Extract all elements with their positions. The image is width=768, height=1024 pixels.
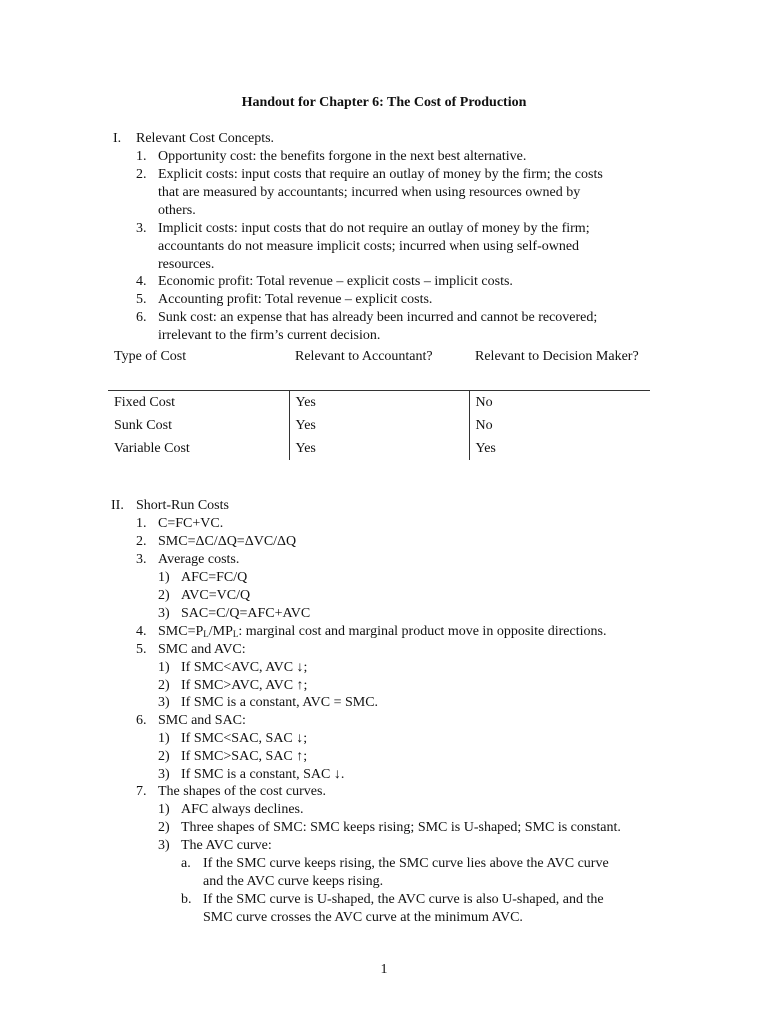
table-cell: Yes [469, 437, 650, 460]
list-number: 6. [136, 310, 147, 325]
smc-formula-part: SMC=P [158, 624, 204, 639]
sublist-number: 2) [158, 749, 170, 764]
list-item: irrelevant to the firm’s current decision. [158, 328, 381, 343]
page-number: 1 [380, 962, 388, 977]
sublist-number: 3) [158, 838, 170, 853]
table-cell: No [469, 391, 650, 415]
sublist-item: SAC=C/Q=AFC+AVC [181, 606, 311, 621]
sublist-item: If SMC<AVC, AVC ↓; [181, 660, 308, 675]
list-item: Average costs. [158, 552, 240, 567]
list-item: SMC=ΔC/ΔQ=ΔVC/ΔQ [158, 534, 297, 549]
list-item: SMC and SAC: [158, 713, 246, 728]
list-item: Accounting profit: Total revenue – explicit costs. [158, 292, 433, 307]
sublist-item: If SMC>AVC, AVC ↑; [181, 678, 308, 693]
table-cell: No [469, 414, 650, 437]
list-number: 5. [136, 642, 147, 657]
sublist-number: 2) [158, 678, 170, 693]
list-item: others. [158, 203, 196, 218]
list-number: 2. [136, 534, 147, 549]
table-header-row [108, 346, 650, 391]
smc-formula-part: /MP [208, 624, 233, 639]
sublist-number: 1) [158, 802, 170, 817]
list-item: Explicit costs: input costs that require an outlay of money by the firm; the costs [158, 167, 603, 182]
sublist-number: 3) [158, 606, 170, 621]
sublist-number: 2) [158, 588, 170, 603]
subsublist-number: a. [181, 856, 191, 871]
list-number: 5. [136, 292, 147, 307]
list-item: SMC and AVC: [158, 642, 246, 657]
sublist-item: AFC=FC/Q [181, 570, 248, 585]
table-header-cell: Relevant to Accountant? [289, 346, 469, 391]
list-item: resources. [158, 257, 215, 272]
sublist-number: 1) [158, 570, 170, 585]
list-item: that are measured by accountants; incurred when using resources owned by [158, 185, 581, 200]
list-item: The shapes of the cost curves. [158, 784, 326, 799]
section-heading: Short-Run Costs [136, 498, 229, 513]
sublist-item: If SMC>SAC, SAC ↑; [181, 749, 308, 764]
smc-formula-part: : marginal cost and marginal product move in opposite directions. [238, 624, 607, 639]
list-number: 2. [136, 167, 147, 182]
table-cell: Variable Cost [114, 441, 190, 456]
table-cell: Fixed Cost [114, 395, 176, 410]
page-title: Handout for Chapter 6: The Cost of Production [241, 95, 527, 110]
sublist-number: 3) [158, 695, 170, 710]
sublist-number: 2) [158, 820, 170, 835]
table-row [108, 414, 650, 437]
labor-subscript: L [203, 629, 209, 639]
labor-subscript: L [232, 629, 239, 639]
subsublist-item: If the SMC curve is U-shaped, the AVC curve is also U-shaped, and the [203, 892, 604, 907]
list-number: 4. [136, 624, 147, 639]
list-number: 3. [136, 221, 147, 236]
list-number: 1. [136, 149, 147, 164]
list-item: accountants do not measure implicit costs; incurred when using self-owned [158, 239, 580, 254]
list-number: 7. [136, 784, 147, 799]
list-number: 3. [136, 552, 147, 567]
sublist-item: AFC always declines. [181, 802, 304, 817]
sublist-item: If SMC is a constant, AVC = SMC. [181, 695, 379, 710]
sublist-item: Three shapes of SMC: SMC keeps rising; SMC is U-shaped; SMC is constant. [181, 820, 621, 835]
table-header-cell: Type of Cost [108, 346, 289, 391]
subsublist-number: b. [181, 892, 192, 907]
list-item: Implicit costs: input costs that do not require an outlay of money by the firm; [158, 221, 590, 236]
list-item: Economic profit: Total revenue – explicit costs – implicit costs. [158, 274, 513, 289]
sublist-item: If SMC<SAC, SAC ↓; [181, 731, 308, 746]
sublist-number: 1) [158, 731, 170, 746]
table-cell: Yes [289, 391, 469, 415]
list-item: Opportunity cost: the benefits forgone in the next best alternative. [158, 149, 527, 164]
list-item: C=FC+VC. [158, 516, 224, 531]
table-header-cell: Relevant to Decision Maker? [469, 346, 650, 391]
table-cell: Yes [289, 414, 469, 437]
section-number: I. [113, 131, 122, 146]
list-number: 6. [136, 713, 147, 728]
cost-relevance-table [108, 346, 650, 460]
sublist-number: 3) [158, 767, 170, 782]
table-row [108, 391, 650, 415]
list-number: 1. [136, 516, 147, 531]
section-number: II. [111, 498, 124, 513]
subsublist-item: and the AVC curve keeps rising. [203, 874, 384, 889]
subsublist-item: If the SMC curve keeps rising, the SMC curve lies above the AVC curve [203, 856, 609, 871]
list-number: 4. [136, 274, 147, 289]
table-cell: Sunk Cost [114, 418, 172, 433]
subsublist-item: SMC curve crosses the AVC curve at the minimum AVC. [203, 910, 523, 925]
sublist-item: The AVC curve: [181, 838, 272, 853]
sublist-item: If SMC is a constant, SAC ↓. [181, 767, 345, 782]
list-item [158, 623, 606, 643]
list-item: Sunk cost: an expense that has already been incurred and cannot be recovered; [158, 310, 598, 325]
table-cell: Yes [289, 437, 469, 460]
table-row [108, 437, 650, 460]
sublist-number: 1) [158, 660, 170, 675]
section-heading: Relevant Cost Concepts. [136, 131, 275, 146]
sublist-item: AVC=VC/Q [181, 588, 251, 603]
